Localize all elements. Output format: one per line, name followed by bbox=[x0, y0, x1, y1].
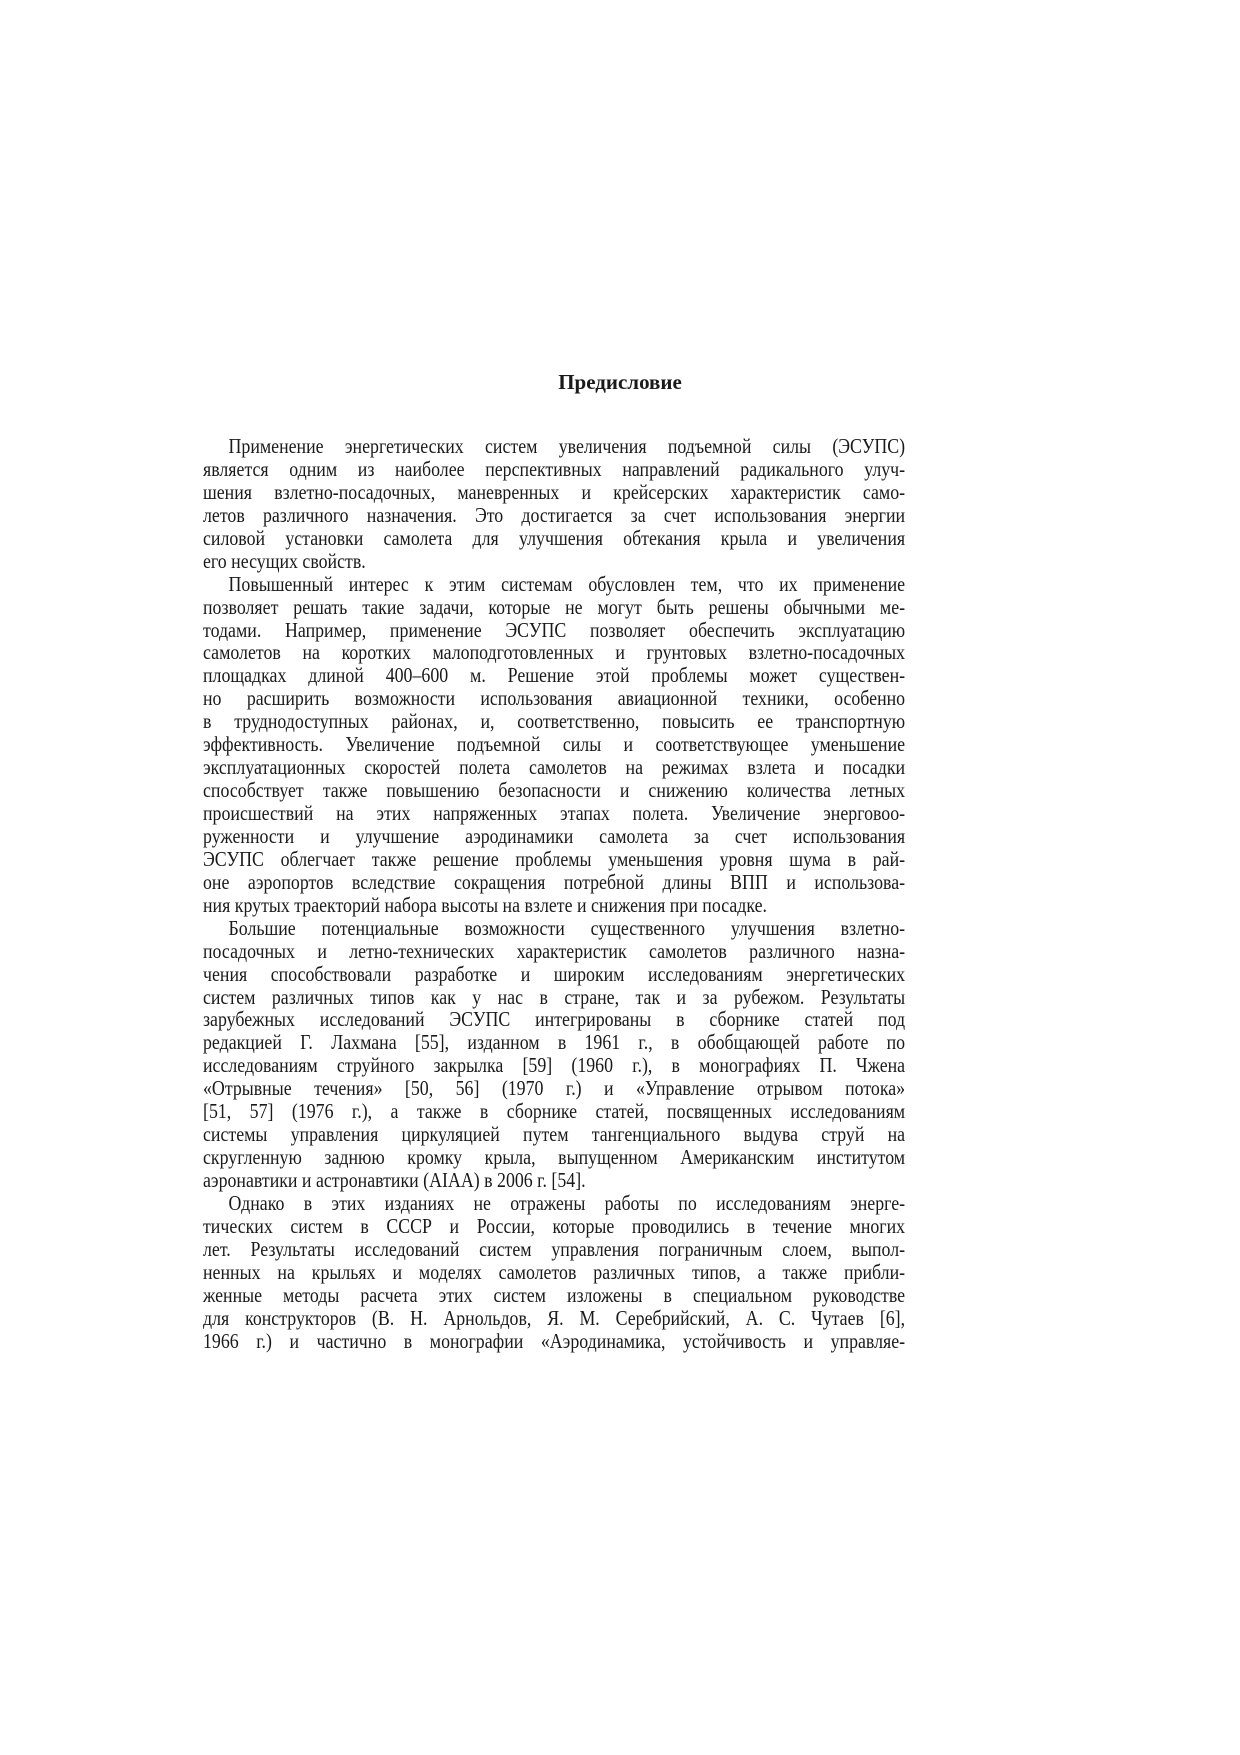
text-line: происшествий на этих напряженных этапах полета. Увеличение энерговоо- bbox=[203, 801, 906, 825]
text-line: ния крутых траекторий набора высоты на взлете и снижения при посадке. bbox=[203, 892, 767, 917]
text-line: тодами. Например, применение ЭСУПС позволяет обеспечить эксплуатацию bbox=[203, 617, 906, 642]
text-line: эксплуатационных скоростей полета самолетов на режимах взлета и посадки bbox=[203, 755, 906, 780]
text-line: редакцией Г. Лахмана [55], изданном в 1961 г., в обобщающей работе по bbox=[203, 1030, 906, 1055]
text-line: чения способствовали разработке и широким исследованиям энергетических bbox=[203, 961, 906, 986]
text-line: площадках длиной 400–600 м. Решение этой проблемы может существен- bbox=[203, 663, 906, 688]
text-line: Повышенный интерес к этим системам обусловлен тем, что их применение bbox=[228, 571, 906, 596]
text-line: системы управления циркуляцией путем тангенциального выдува струй на bbox=[203, 1122, 906, 1147]
body-text bbox=[203, 435, 905, 1353]
text-line: систем различных типов как у нас в стране, так и за рубежом. Результаты bbox=[203, 984, 906, 1009]
text-line: способствует также повышению безопасности и снижению количества летных bbox=[203, 778, 906, 803]
text-line: эффективность. Увеличение подъемной силы и соответствующее уменьшение bbox=[203, 732, 906, 757]
text-line: самолетов на коротких малоподготовленных и грунтовых взлетно-посадочных bbox=[203, 640, 906, 665]
text-line: ЭСУПС облегчает также решение проблемы уменьшения уровня шума в рай- bbox=[203, 846, 906, 871]
text-line: силовой установки самолета для улучшения обтекания крыла и увеличения bbox=[203, 525, 906, 550]
text-line: посадочных и летно-технических характеристик самолетов различного назна- bbox=[203, 938, 906, 963]
text-line: шения взлетно-посадочных, маневренных и крейсерских характеристик само- bbox=[203, 479, 906, 504]
paragraph bbox=[203, 917, 905, 1192]
text-line: руженности и улучшение аэродинамики самолета за счет использования bbox=[203, 823, 906, 848]
text-line: Применение энергетических систем увеличения подъемной силы (ЭСУПС) bbox=[228, 434, 906, 458]
text-line: аэронавтики и астронавтики (AIAA) в 2006 г. [54]. bbox=[203, 1168, 586, 1192]
text-line: в труднодоступных районах, и, соответственно, повысить ее транспортную bbox=[203, 709, 906, 734]
page-title: Предисловие bbox=[558, 370, 682, 394]
text-line: лет. Результаты исследований систем управления пограничным слоем, выпол- bbox=[203, 1236, 906, 1261]
text-line: но расширить возможности использования авиационной техники, особенно bbox=[203, 686, 906, 711]
text-line: [51, 57] (1976 г.), а также в сборнике статей, посвященных исследованиям bbox=[203, 1099, 906, 1124]
text-line: позволяет решать такие задачи, которые не могут быть решены обычными ме- bbox=[203, 594, 906, 619]
text-line: исследованиям струйного закрылка [59] (1960 г.), в монографиях П. Чжена bbox=[203, 1053, 906, 1078]
text-line: 1966 г.) и частично в монографии «Аэродинамика, устойчивость и управляе- bbox=[203, 1328, 906, 1353]
text-line: женные методы расчета этих систем изложены в специальном руководстве bbox=[203, 1282, 906, 1307]
text-line: Большие потенциальные возможности существенного улучшения взлетно- bbox=[228, 915, 906, 940]
text-line: тических систем в СССР и России, которые проводились в течение многих bbox=[203, 1213, 906, 1238]
text-line: летов различного назначения. Это достигается за счет использования энергии bbox=[203, 502, 906, 527]
text-line: оне аэропортов вследствие сокращения потребной длины ВПП и использова- bbox=[203, 869, 906, 894]
text-line: является одним из наиболее перспективных направлений радикального улуч- bbox=[203, 456, 906, 481]
paragraph bbox=[203, 573, 905, 917]
text-line: его несущих свойств. bbox=[203, 548, 366, 573]
text-line: ненных на крыльях и моделях самолетов различных типов, а также прибли- bbox=[203, 1259, 906, 1284]
paragraph bbox=[203, 1192, 905, 1353]
text-line: «Отрывные течения» [50, 56] (1970 г.) и «Управление отрывом потока» bbox=[203, 1076, 906, 1101]
paragraph bbox=[203, 435, 905, 573]
text-line: Однако в этих изданиях не отражены работы по исследованиям энерге- bbox=[228, 1190, 906, 1215]
text-line: зарубежных исследований ЭСУПС интегрированы в сборнике статей под bbox=[203, 1007, 906, 1032]
text-line: скругленную заднюю кромку крыла, выпущенном Американским институтом bbox=[203, 1145, 906, 1170]
text-line: для конструкторов (В. Н. Арнольдов, Я. М. Серебрийский, А. С. Чутаев [6], bbox=[203, 1305, 906, 1330]
